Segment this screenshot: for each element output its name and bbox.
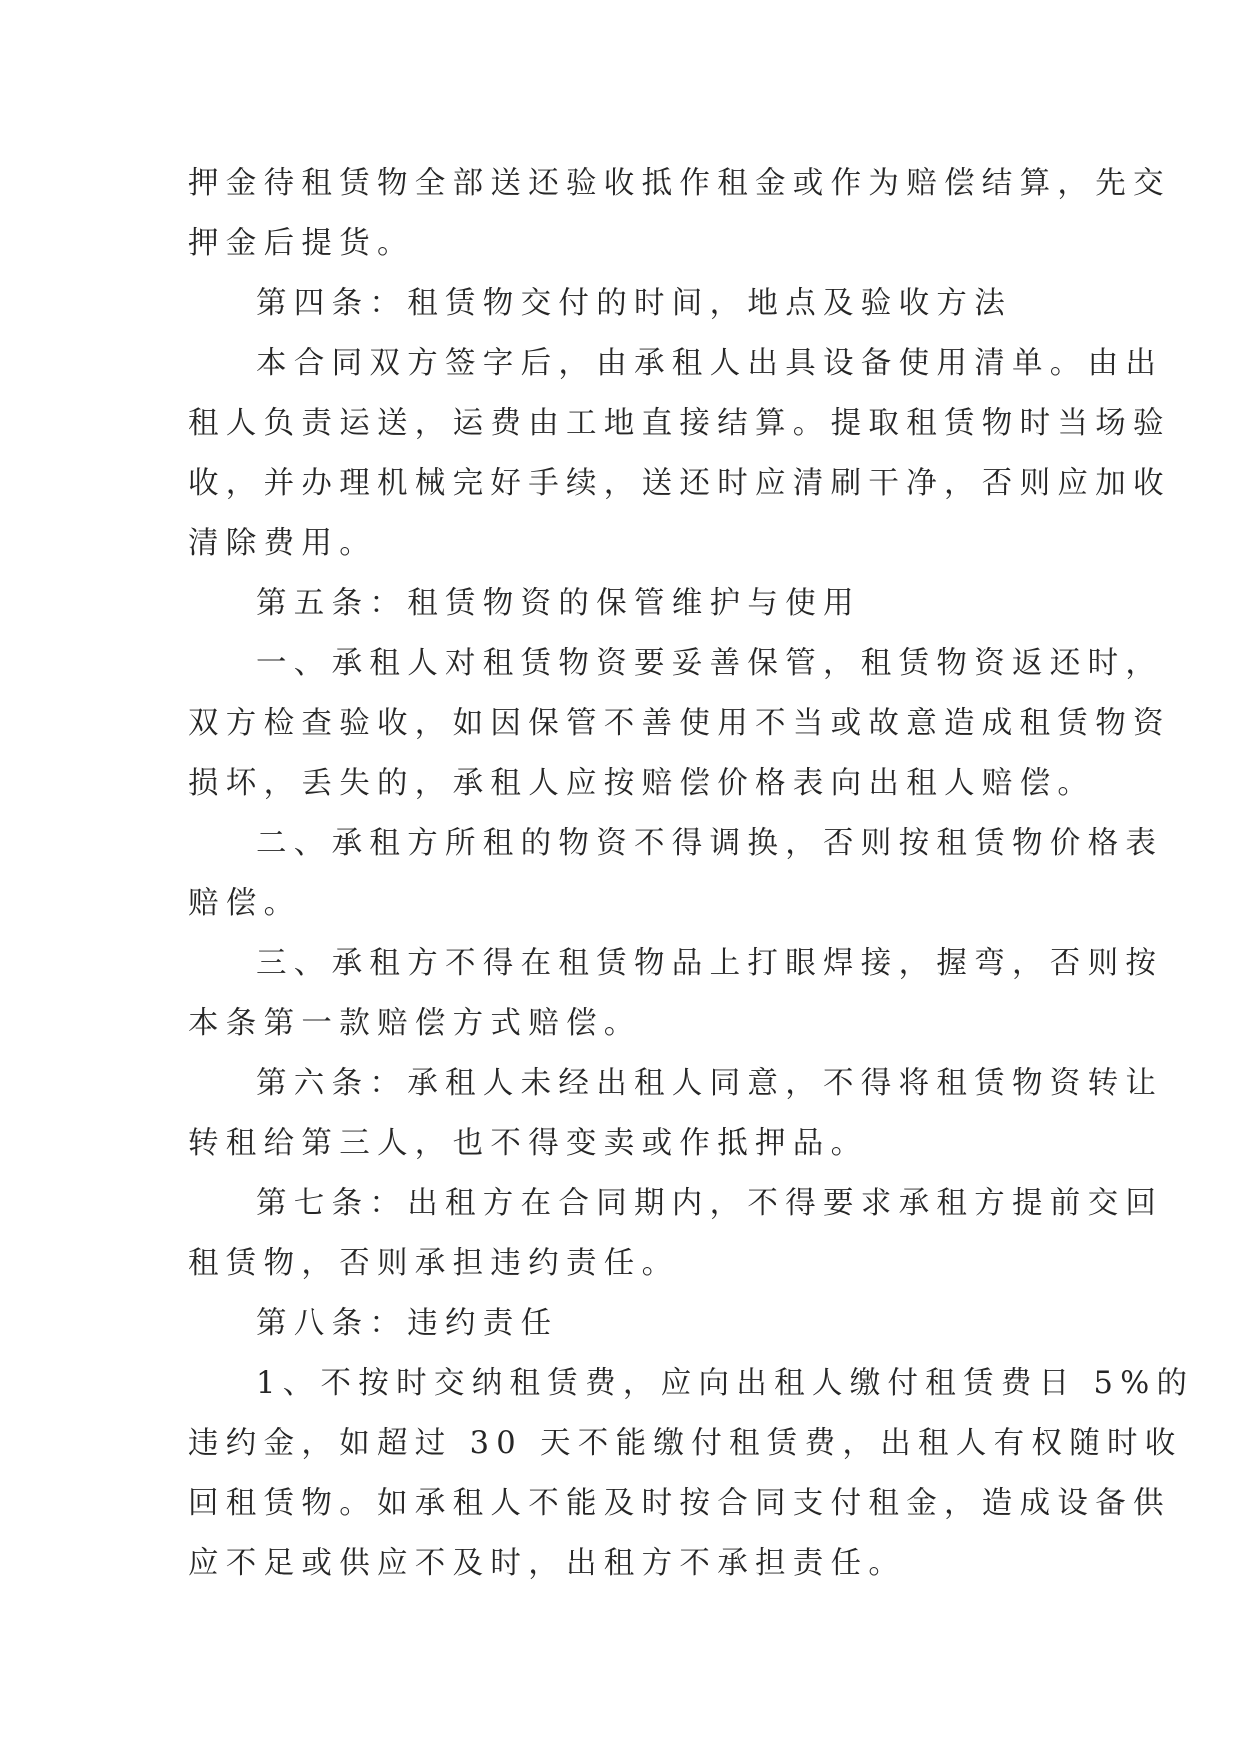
- text-line: 应不足或供应不及时，出租方不承担责任。: [188, 1546, 907, 1581]
- text-line: 本条第一款赔偿方式赔偿。: [188, 1006, 642, 1041]
- text-line: 押金后提货。: [188, 226, 415, 261]
- text-line: 租人负责运送，运费由工地直接结算。提取租赁物时当场验: [188, 406, 1171, 441]
- article-heading: 第五条：租赁物资的保管维护与使用: [256, 586, 861, 621]
- text-line: 回租赁物。如承租人不能及时按合同支付租金，造成设备供: [188, 1486, 1171, 1521]
- article-heading: 第四条：租赁物交付的时间，地点及验收方法: [256, 286, 1012, 321]
- text-line: 转租给第三人，也不得变卖或作抵押品。: [188, 1126, 869, 1161]
- article-heading: 第八条：违约责任: [256, 1306, 559, 1341]
- text-line: 三、承租方不得在租赁物品上打眼焊接，握弯，否则按: [256, 946, 1164, 981]
- text-line: 租赁物，否则承担违约责任。: [188, 1246, 680, 1281]
- text-line: 收，并办理机械完好手续，送还时应清刷干净，否则应加收: [188, 466, 1171, 501]
- text-line: 1、不按时交纳租赁费，应向出租人缴付租赁费日 5%的: [256, 1366, 1195, 1401]
- text-line: 违约金，如超过 30 天不能缴付租赁费，出租人有权随时收: [188, 1426, 1183, 1461]
- article-heading: 第七条：出租方在合同期内，不得要求承租方提前交回: [256, 1186, 1164, 1221]
- contract-body: [188, 154, 1195, 1594]
- text-line: 押金待租赁物全部送还验收抵作租金或作为赔偿结算，先交: [188, 166, 1171, 201]
- text-line: 赔偿。: [188, 886, 302, 921]
- text-line: 损坏，丢失的，承租人应按赔偿价格表向出租人赔偿。: [188, 766, 1096, 801]
- text-line: 双方检查验收，如因保管不善使用不当或故意造成租赁物资: [188, 706, 1171, 741]
- text-line: 二、承租方所租的物资不得调换，否则按租赁物价格表: [256, 826, 1164, 861]
- text-line: 一、承租人对租赁物资要妥善保管，租赁物资返还时，: [256, 646, 1164, 681]
- article-heading: 第六条：承租人未经出租人同意，不得将租赁物资转让: [256, 1066, 1164, 1101]
- text-line: 本合同双方签字后，由承租人出具设备使用清单。由出: [256, 346, 1164, 381]
- text-line: 清除费用。: [188, 526, 377, 561]
